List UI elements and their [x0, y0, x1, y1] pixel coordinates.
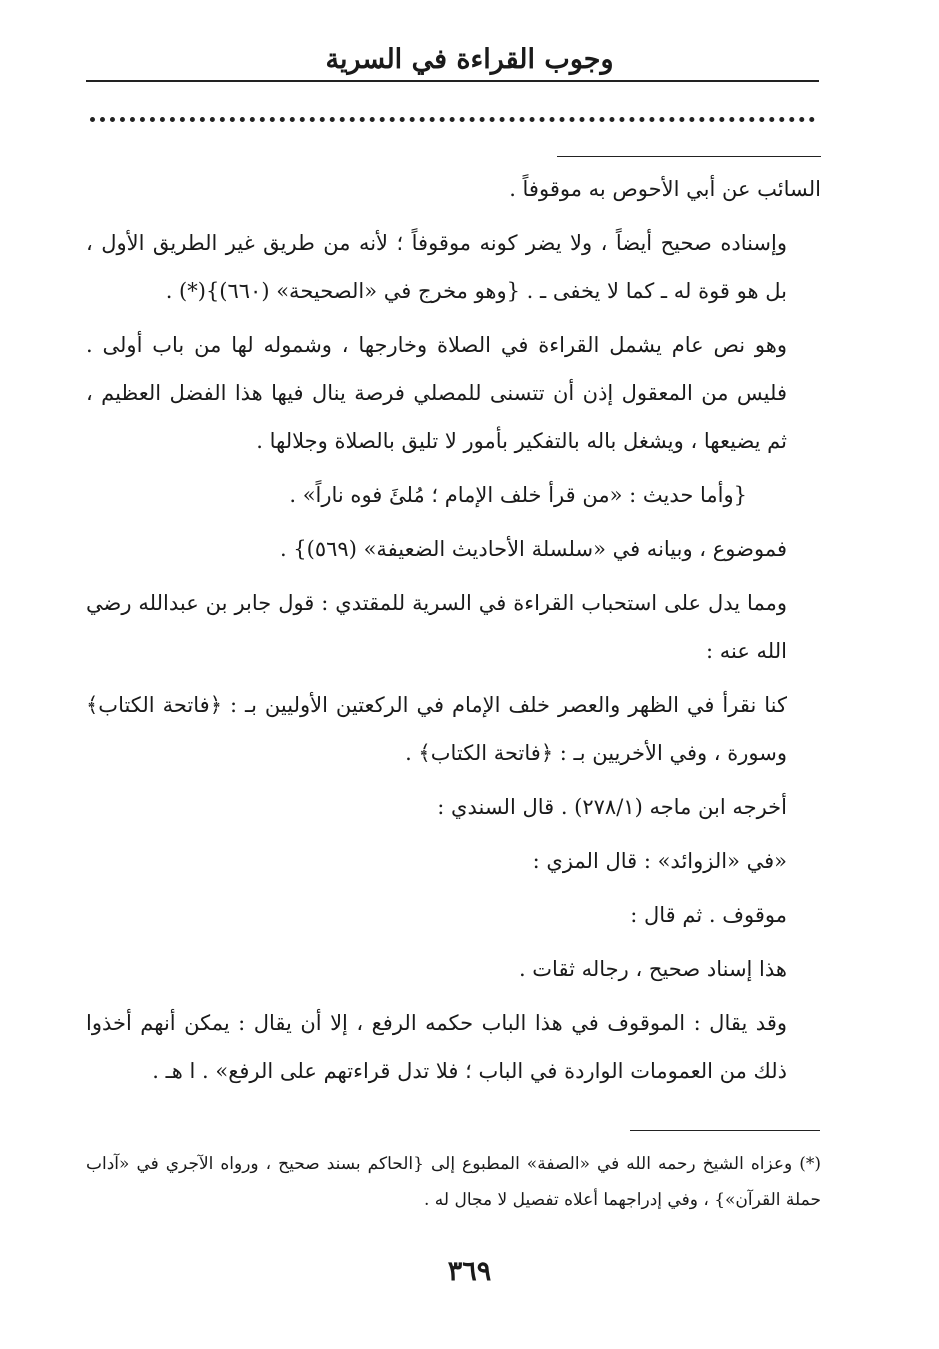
continuation-rule: [557, 156, 821, 157]
body-text: [86, 165, 821, 1101]
paragraph: فموضوع ، وبيانه في «سلسلة الأحاديث الضعيفة» (٥٦٩)} .: [279, 537, 787, 561]
paragraph: أخرجه ابن ماجه (٢٧٨/١) . قال السندي :: [437, 795, 787, 819]
page-number: ٣٦٩: [447, 1256, 492, 1287]
paragraph: هذا إسناد صحيح ، رجاله ثقات .: [518, 957, 787, 981]
paragraph: «في «الزوائد» : قال المزي :: [532, 849, 787, 873]
paragraph: {وأما حديث : «من قرأ خلف الإمام ؛ مُلئَ فوه ناراً» .: [289, 483, 747, 507]
paragraph: السائب عن أبي الأحوص به موقوفاً .: [509, 177, 821, 201]
header-rule: [86, 80, 819, 82]
dotted-separator: [90, 117, 815, 142]
paragraph: وهو نص عام يشمل القراءة في الصلاة وخارجها ، وشموله لها من باب أولى . فليس من المعقول إذن أن تتسنى للمصلي فرصة ينال فيها هذا الفضل العظيم ، ثم يضيعها ، ويشغل باله بالتفكير بأمور لا تليق بالصلاة وجلالها .: [86, 333, 787, 453]
paragraph: وإسناده صحيح أيضاً ، ولا يضر كونه موقوفاً ؛ لأنه من طريق غير الطريق الأول ، بل هو قوة له ـ كما لا يخفى ـ . {وهو مخرج في «الصحيحة» (٦٦٠)}(*) .: [86, 231, 787, 303]
footnote-rule: [630, 1130, 820, 1131]
footnote-text: (*) وعزاه الشيخ رحمه الله في «الصفة» المطبوع إلى {الحاكم بسند صحيح ، ورواه الآجري في «آداب حملة القرآن»} ، وفي إدراجهما أعلاه تفصيل لا مجال له .: [86, 1154, 821, 1210]
footnote: [86, 1146, 821, 1218]
paragraph: ومما يدل على استحباب القراءة في السرية للمقتدي : قول جابر بن عبدالله رضي الله عنه :: [86, 591, 787, 663]
running-header-title: وجوب القراءة في السرية: [325, 44, 614, 75]
hadith-quote: كنا نقرأ في الظهر والعصر خلف الإمام في الركعتين الأوليين بـ : ﴿فاتحة الكتاب﴾ وسورة ، وفي الأخريين بـ : ﴿فاتحة الكتاب﴾ .: [86, 693, 787, 765]
paragraph: موقوف . ثم قال :: [630, 903, 787, 927]
paragraph: وقد يقال : الموقوف في هذا الباب حكمه الرفع ، إلا أن يقال : يمكن أنهم أخذوا ذلك من العمومات الواردة في الباب ؛ فلا تدل قراءتهم على الرفع» . ا هـ .: [86, 1011, 787, 1083]
